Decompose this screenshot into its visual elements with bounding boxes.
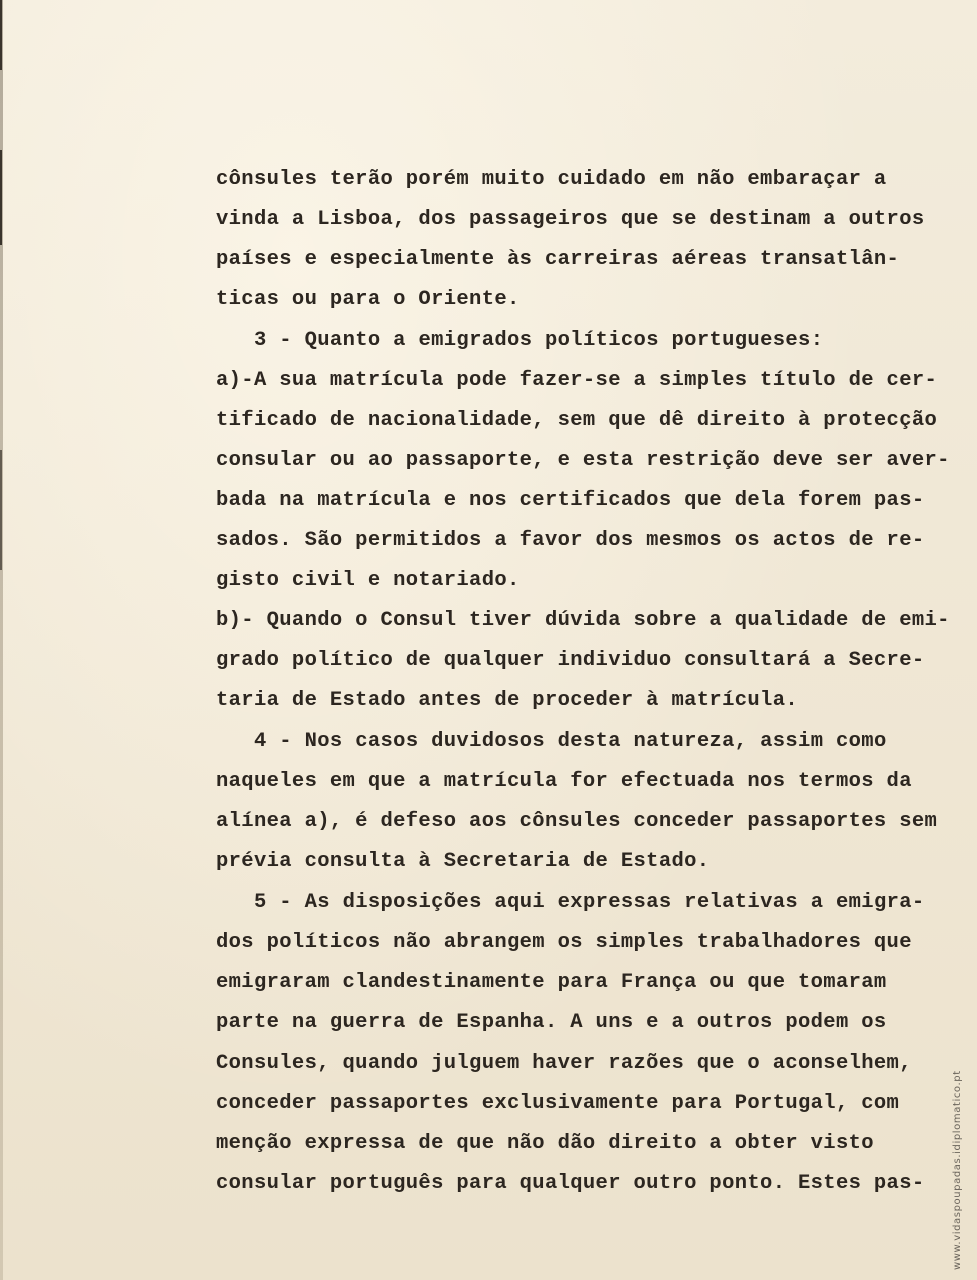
text-line: a)-A sua matrícula pode fazer-se a simples título de cer- bbox=[216, 369, 938, 392]
text-line: países e especialmente às carreiras aéreas transatlân- bbox=[216, 248, 900, 271]
paragraph-3-heading: 3 - Quanto a emigrados políticos portugueses: bbox=[254, 329, 824, 352]
text-line: alínea a), é defeso aos cônsules conceder passaportes sem bbox=[216, 810, 938, 833]
text-line: tificado de nacionalidade, sem que dê direito à protecção bbox=[216, 409, 938, 432]
text-line: sados. São permitidos a favor dos mesmos os actos de re- bbox=[216, 529, 925, 552]
text-line: taria de Estado antes de proceder à matrícula. bbox=[216, 689, 798, 712]
watermark-text: www.vidaspoupadas.idiplomatico.pt bbox=[952, 1070, 963, 1270]
website-watermark bbox=[949, 1040, 971, 1270]
text-line: cônsules terão porém muito cuidado em não embaraçar a bbox=[216, 168, 887, 191]
text-line: dos políticos não abrangem os simples trabalhadores que bbox=[216, 931, 912, 954]
text-line: prévia consulta à Secretaria de Estado. bbox=[216, 850, 710, 873]
text-line: conceder passaportes exclusivamente para Portugal, com bbox=[216, 1092, 900, 1115]
text-line: bada na matrícula e nos certificados que dela forem pas- bbox=[216, 489, 925, 512]
text-line: grado político de qualquer individuo consultará a Secre- bbox=[216, 649, 925, 672]
text-line: ticas ou para o Oriente. bbox=[216, 288, 520, 311]
text-line: parte na guerra de Espanha. A uns e a outros podem os bbox=[216, 1011, 887, 1034]
paragraph-5-start: 5 - As disposições aqui expressas relativas a emigra- bbox=[254, 891, 925, 914]
text-line: b)- Quando o Consul tiver dúvida sobre a qualidade de emi- bbox=[216, 609, 950, 632]
text-line: consular ou ao passaporte, e esta restrição deve ser aver- bbox=[216, 449, 950, 472]
text-line: consular português para qualquer outro ponto. Estes pas- bbox=[216, 1172, 925, 1195]
text-line: menção expressa de que não dão direito a obter visto bbox=[216, 1132, 874, 1155]
paragraph-4-start: 4 - Nos casos duvidosos desta natureza, assim como bbox=[254, 730, 887, 753]
scan-edge-mark bbox=[0, 450, 2, 570]
text-line: Consules, quando julguem haver razões que o aconselhem, bbox=[216, 1052, 912, 1075]
scan-edge-mark bbox=[0, 0, 2, 70]
text-line: naqueles em que a matrícula for efectuada nos termos da bbox=[216, 770, 912, 793]
text-line: vinda a Lisboa, dos passageiros que se destinam a outros bbox=[216, 208, 925, 231]
scan-edge-mark bbox=[0, 150, 2, 245]
text-line: emigraram clandestinamente para França ou que tomaram bbox=[216, 971, 887, 994]
text-line: gisto civil e notariado. bbox=[216, 569, 520, 592]
